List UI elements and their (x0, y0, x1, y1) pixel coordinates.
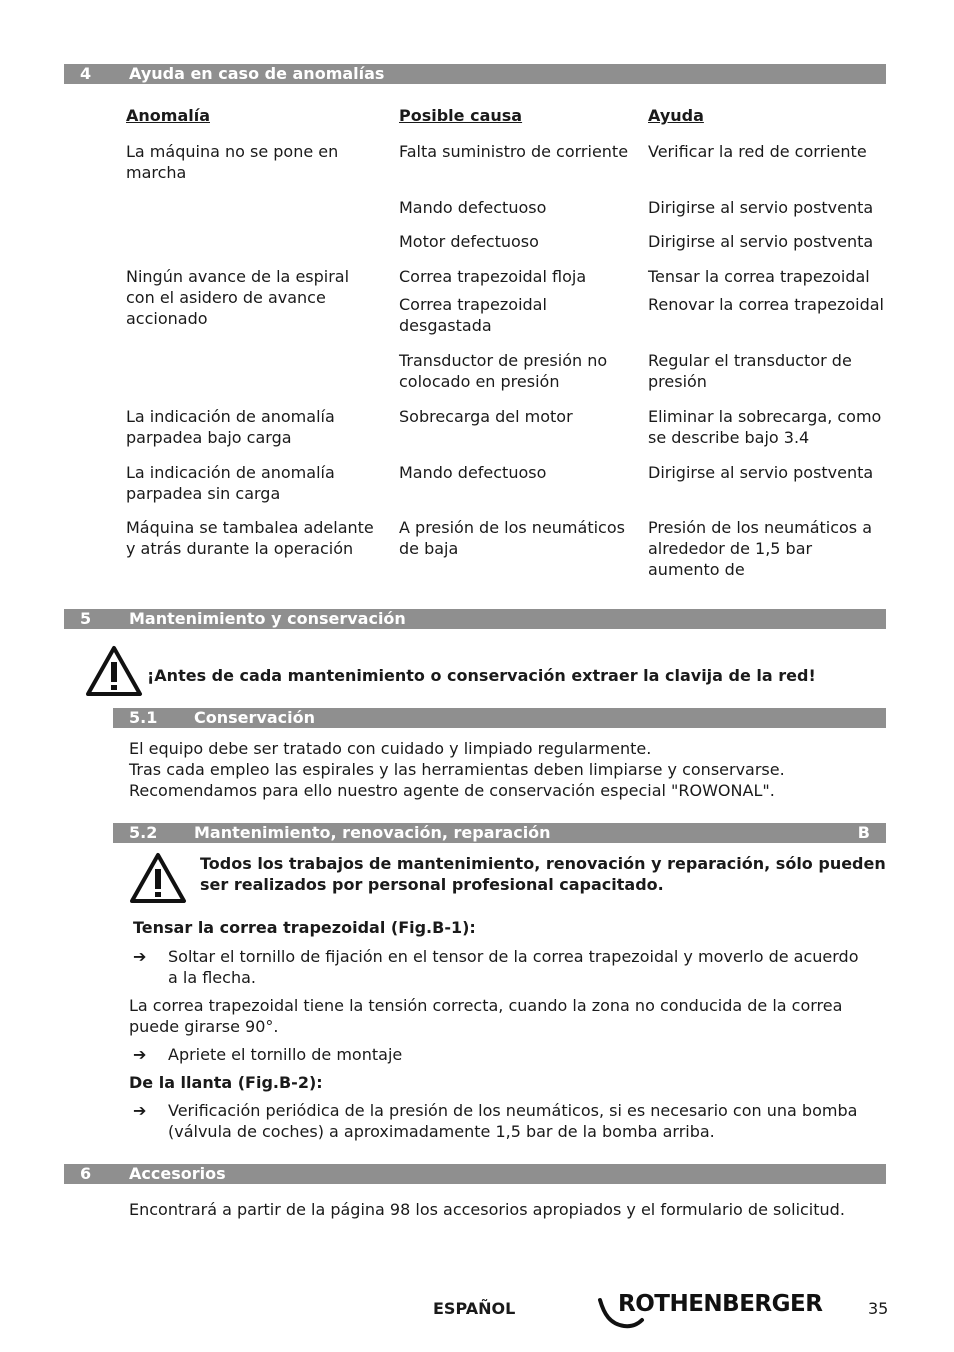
section-title: Accesorios (129, 1164, 226, 1183)
table-cell-cause: Mando defectuoso (399, 463, 547, 482)
table-cell-anomaly: La máquina no se pone en marcha (126, 142, 339, 182)
section-title: Mantenimiento y conservación (129, 609, 406, 628)
subsection-number: 5.1 (129, 708, 158, 727)
section-6-header (64, 1164, 886, 1184)
accessories-text: Encontrará a partir de la página 98 los accesorios apropiados y el formulario de solicitud. (129, 1200, 845, 1219)
warning-triangle-icon (129, 852, 187, 904)
step-text: Apriete el tornillo de montaje (168, 1045, 403, 1064)
table-cell-cause: Falta suministro de corriente (399, 142, 629, 161)
section-5-header (64, 609, 886, 629)
belt-tension-note: La correa trapezoidal tiene la tensión correcta, cuando la zona no conducida de la correa puede girarse 90°. (129, 996, 843, 1036)
subsection-5-1-header (113, 708, 886, 728)
belt-tension-heading: Tensar la correa trapezoidal (Fig.B-1): (133, 918, 476, 937)
table-cell-anomaly: Ningún avance de la espiral con el asidero de avance accionado (126, 267, 350, 328)
subsection-title: Mantenimiento, renovación, reparación (194, 823, 551, 842)
warning-triangle-icon (85, 645, 143, 697)
table-cell-cause: Transductor de presión no colocado en presión (399, 351, 608, 391)
table-cell-help: Dirigirse al servio postventa (648, 232, 874, 251)
arrow-right-icon: ➔ (133, 1101, 147, 1120)
arrow-right-icon: ➔ (133, 1045, 147, 1064)
subsection-number: 5.2 (129, 823, 158, 842)
brand-name: ROTHENBERGER (618, 1291, 823, 1317)
step-text: Soltar el tornillo de fijación en el tensor de la correa trapezoidal y moverlo de acuerdo a la flecha. (168, 947, 859, 987)
section-number: 4 (80, 64, 92, 83)
figure-tag: B (857, 823, 870, 842)
warning-qualified-personnel-text: Todos los trabajos de mantenimiento, renovación y reparación, sólo pueden ser realizados por personal profesional capacitado. (200, 854, 886, 894)
table-cell-help: Regular el transductor de presión (648, 351, 852, 391)
table-cell-anomaly: La indicación de anomalía parpadea sin carga (126, 463, 335, 503)
table-cell-cause: Correa trapezoidal desgastada (399, 295, 547, 335)
section-number: 5 (80, 609, 92, 628)
column-header-anomaly: Anomalía (126, 106, 210, 125)
arrow-right-icon: ➔ (133, 947, 147, 966)
rim-heading: De la llanta (Fig.B-2): (129, 1073, 323, 1092)
section-number: 6 (80, 1164, 92, 1183)
table-cell-help: Tensar la correa trapezoidal (648, 267, 870, 286)
warning-unplug-text: ¡Antes de cada mantenimiento o conservación extraer la clavija de la red! (147, 666, 816, 685)
care-paragraph-2: Tras cada empleo las espirales y las herramientas deben limpiarse y conservarse. Recomendamos para ello nuestro agente de conservación especial "ROWONAL". (129, 760, 785, 800)
table-cell-help: Presión de los neumáticos a alrededor de 1,5 bar aumento de (648, 518, 873, 579)
page-number: 35 (868, 1299, 889, 1318)
table-cell-cause: Mando defectuoso (399, 198, 547, 217)
subsection-5-2-header (113, 823, 886, 843)
table-cell-cause: Sobrecarga del motor (399, 407, 573, 426)
footer-language: ESPAÑOL (433, 1299, 516, 1318)
table-cell-cause: Correa trapezoidal floja (399, 267, 587, 286)
table-cell-anomaly: La indicación de anomalía parpadea bajo carga (126, 407, 335, 447)
subsection-title: Conservación (194, 708, 315, 727)
table-cell-help: Eliminar la sobrecarga, como se describe bajo 3.4 (648, 407, 882, 447)
care-paragraph-1: El equipo debe ser tratado con cuidado y limpiado regularmente. (129, 739, 652, 758)
table-cell-cause: Motor defectuoso (399, 232, 539, 251)
table-cell-help: Dirigirse al servio postventa (648, 198, 874, 217)
table-cell-help: Renovar la correa trapezoidal (648, 295, 884, 314)
column-header-cause: Posible causa (399, 106, 523, 125)
table-cell-help: Dirigirse al servio postventa (648, 463, 874, 482)
table-cell-anomaly: Máquina se tambalea adelante y atrás durante la operación (126, 518, 374, 558)
table-cell-cause: A presión de los neumáticos de baja (399, 518, 625, 558)
column-header-help: Ayuda (648, 106, 704, 125)
section-title: Ayuda en caso de anomalías (129, 64, 385, 83)
step-text: Verificación periódica de la presión de los neumáticos, si es necesario con una bomba (válvula de coches) a aproximadamente 1,5 bar de la bomba arriba. (168, 1101, 858, 1141)
table-cell-help: Verificar la red de corriente (648, 142, 867, 161)
section-4-header (64, 64, 886, 84)
